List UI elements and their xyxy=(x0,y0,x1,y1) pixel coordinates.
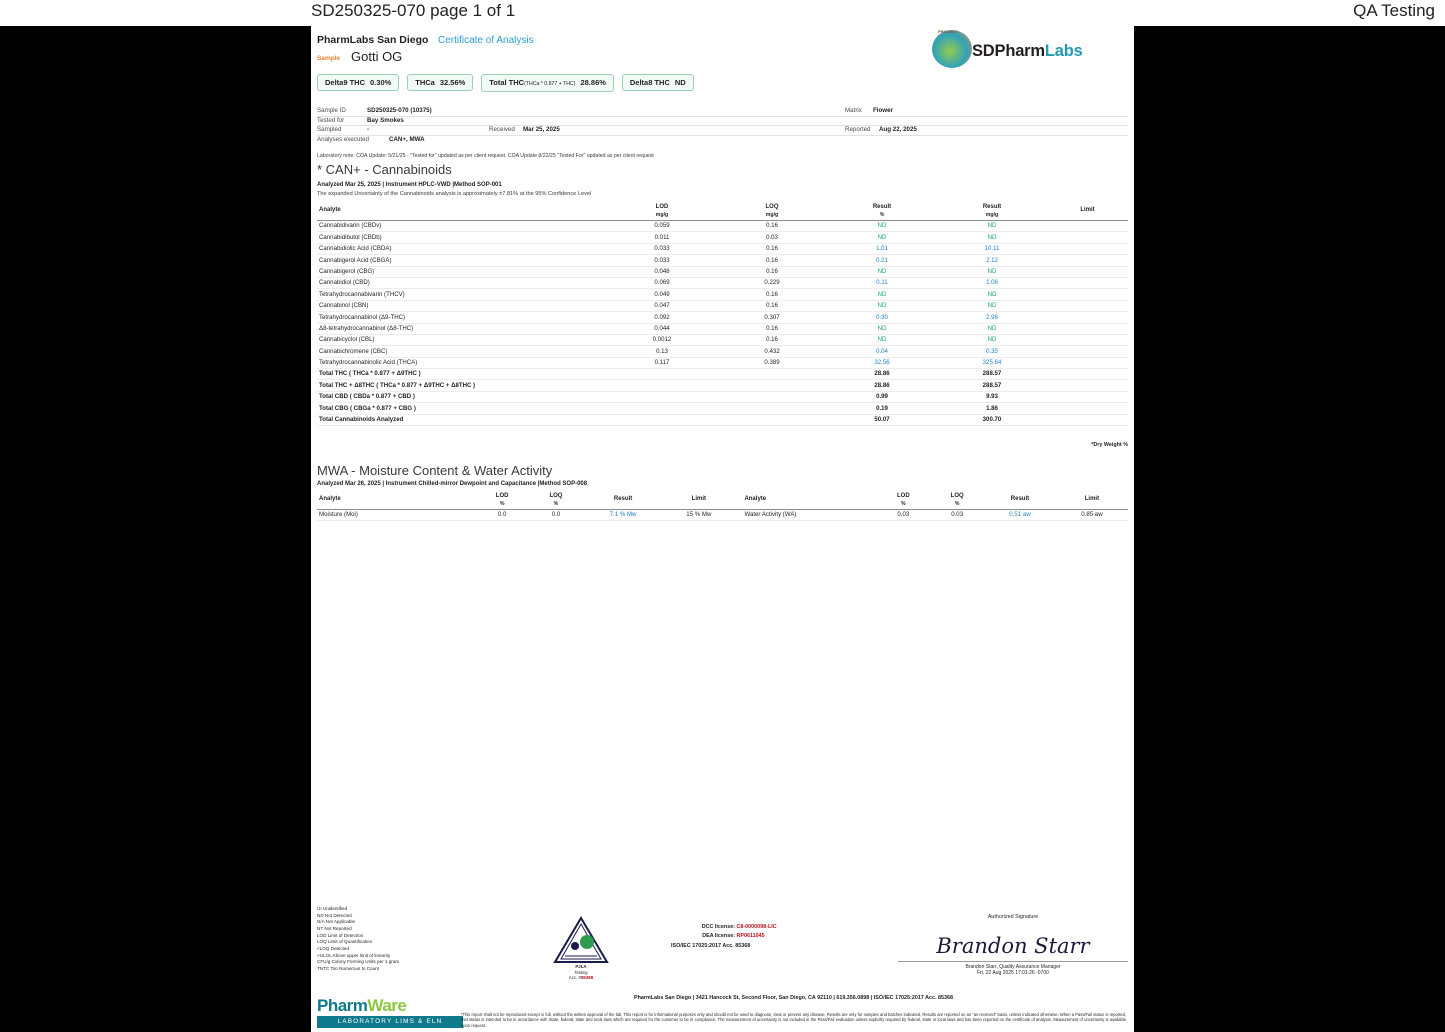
cell-result-mgg: ND xyxy=(937,232,1047,243)
col-title: Limit xyxy=(691,496,706,503)
cell-spacer xyxy=(717,414,827,425)
cannabinoids-table-body xyxy=(317,221,1128,426)
logo-text-primary: SDPharm xyxy=(972,42,1045,60)
table-row xyxy=(317,334,1128,345)
summary-chip-row xyxy=(317,74,700,90)
cell-result-pct: ND xyxy=(827,221,937,232)
col-limit-left xyxy=(663,492,734,510)
cell-analyte: Tetrahydrocannabivarin (THCV) xyxy=(317,289,607,300)
cell-loq: 0.307 xyxy=(717,312,827,323)
cell-spacer xyxy=(1047,380,1128,391)
meta-row xyxy=(317,117,1128,127)
license-block xyxy=(671,923,777,951)
window-context-label: QA Testing xyxy=(1353,1,1435,20)
cell-limit xyxy=(1047,277,1128,288)
cell-lod: 0.13 xyxy=(607,346,717,357)
cell-result-mgg: 0.35 xyxy=(937,346,1047,357)
cell-lod: 0.0 xyxy=(475,510,529,521)
signature-block xyxy=(898,914,1128,977)
cell-spacer xyxy=(607,369,717,380)
cell-lod: 0.033 xyxy=(607,243,717,254)
table-header-row xyxy=(317,492,1128,510)
chip-total-thc xyxy=(481,74,614,92)
cell-result-pct: ND xyxy=(827,232,937,243)
mwa-method-line: Analyzed Mar 26, 2025 | Instrument Chilled-mirror Dewpoint and Capacitance |Method SOP-008 xyxy=(317,481,588,487)
cell-result-mgg: 2.98 xyxy=(937,312,1047,323)
table-row xyxy=(317,266,1128,277)
cell-spacer xyxy=(717,380,827,391)
table-row xyxy=(317,346,1128,357)
cell-analyte: Cannabicyclol (CBL) xyxy=(317,334,607,345)
cell-spacer xyxy=(607,403,717,414)
mwa-table xyxy=(317,492,1128,521)
cell-limit xyxy=(1047,334,1128,345)
legend-item: UI Unidentified xyxy=(317,906,348,911)
cannabinoids-method-line: Analyzed Mar 25, 2025 | Instrument HPLC-VWD |Method SOP-001 xyxy=(317,182,502,188)
col-limit xyxy=(1047,203,1128,221)
cell-total-pct: 0.19 xyxy=(827,403,937,414)
cell-loq: 0.432 xyxy=(717,346,827,357)
cell-total-mgg: 300.70 xyxy=(937,414,1047,425)
seal-graphic-icon xyxy=(553,916,609,964)
col-analyte-left xyxy=(317,492,475,510)
iso-accreditation: ISO/IEC 17025:2017 Acc. 85368 xyxy=(671,942,751,949)
cell-result-pct: 0.11 xyxy=(827,277,937,288)
table-total-row xyxy=(317,391,1128,402)
cell-loq: 0.16 xyxy=(717,323,827,334)
cell-spacer xyxy=(717,403,827,414)
cell-lod: 0.049 xyxy=(607,289,717,300)
license-row xyxy=(671,923,777,932)
cell-loq: 0.16 xyxy=(717,221,827,232)
cell-analyte: Cannabinol (CBN) xyxy=(317,300,607,311)
cell-result-pct: 0.30 xyxy=(827,312,937,323)
abbreviation-legend xyxy=(317,906,399,973)
cell-loq: 0.16 xyxy=(717,255,827,266)
cell-analyte: Cannabidivarin (CBDv) xyxy=(317,221,607,232)
cell-result-pct: 0.04 xyxy=(827,346,937,357)
table-total-row xyxy=(317,380,1128,391)
cell-result-mgg: ND xyxy=(937,289,1047,300)
chip-label: Total THC xyxy=(489,78,525,87)
cell-lod: 0.047 xyxy=(607,300,717,311)
mwa-section-title: MWA - Moisture Content & Water Activity xyxy=(317,463,553,478)
cell-result-mgg: ND xyxy=(937,334,1047,345)
cell-limit xyxy=(1047,346,1128,357)
seal-name: PJLA xyxy=(575,964,587,969)
cell-lod: 0.033 xyxy=(607,255,717,266)
pharmware-tagline: LABORATORY LIMS & ELN xyxy=(317,1016,463,1028)
cell-total-label: Total THC ( THCa * 0.877 + Δ9THC ) xyxy=(317,369,607,380)
cell-result-mgg: 325.64 xyxy=(937,357,1047,368)
pjla-accreditation-seal xyxy=(549,916,613,988)
col-analyte-right xyxy=(734,492,876,510)
laboratory-note: Laboratory note: COA Update: 5/21/25 - "Tested for" updated as per client request. COA Update 8/22/25 "Tested For" updated as per client request xyxy=(317,153,654,159)
meta-key: Reported xyxy=(845,126,871,133)
cell-spacer xyxy=(1047,391,1128,402)
meta-value: CAN+, MWA xyxy=(389,135,425,143)
seal-svg-icon xyxy=(553,916,609,964)
table-header-row xyxy=(317,203,1128,221)
cell-analyte: Δ8-tetrahydrocannabinol (Δ8-THC) xyxy=(317,323,607,334)
col-title: LOQ xyxy=(549,493,563,499)
cell-result-pct: 0.21 xyxy=(827,255,937,266)
cell-limit: 15 % Mw xyxy=(663,510,734,521)
seal-acc-label: Acc. # xyxy=(568,974,581,980)
col-lod xyxy=(607,203,717,221)
cell-analyte: Moisture (Moi) xyxy=(317,510,475,521)
chip-thca xyxy=(407,74,473,91)
cell-limit xyxy=(1047,232,1128,243)
cell-spacer xyxy=(1047,369,1128,380)
col-loq-right xyxy=(930,492,984,510)
col-unit: % xyxy=(879,211,885,218)
sdpharmlabs-logo xyxy=(930,30,1130,70)
cell-spacer xyxy=(607,380,717,391)
cell-lod: 0.092 xyxy=(607,312,717,323)
cell-result-mgg: ND xyxy=(937,266,1047,277)
cell-limit xyxy=(1047,289,1128,300)
cell-limit xyxy=(1047,312,1128,323)
col-title: Analyte xyxy=(744,496,767,503)
meta-row xyxy=(317,136,1128,146)
license-row xyxy=(671,932,777,941)
signature-rule xyxy=(898,961,1128,962)
col-title: LOD xyxy=(495,493,509,499)
cell-loq: 0.0 xyxy=(529,510,583,521)
meta-key: Analyses executed xyxy=(317,135,369,143)
cell-analyte: Tetrahydrocannabinolic Acid (THCA) xyxy=(317,357,607,368)
table-row xyxy=(317,221,1128,232)
seal-accreditation xyxy=(549,975,613,981)
legend-item: CFU/g Colony Forming Units per 1 gram xyxy=(317,959,400,965)
cell-spacer xyxy=(607,414,717,425)
cell-result-mgg: ND xyxy=(937,221,1047,232)
cell-limit xyxy=(1047,357,1128,368)
cell-result-pct: 32.56 xyxy=(827,357,937,368)
cell-result-pct: ND xyxy=(827,266,937,277)
license-value: C8-0000098-LIC xyxy=(736,924,777,930)
chip-delta9-thc xyxy=(317,74,399,91)
logo-badge-text: PROUDLY xyxy=(938,29,958,34)
col-title: LOD xyxy=(896,493,910,499)
cell-lod: 0.03 xyxy=(876,510,930,521)
chip-value: 28.86% xyxy=(580,78,606,87)
col-title: Result xyxy=(613,496,633,503)
cannabinoids-table xyxy=(317,203,1128,426)
cell-analyte: Cannabidiol (CBD) xyxy=(317,277,607,288)
col-title: LOQ xyxy=(950,493,964,499)
viewer-topbar xyxy=(0,0,1445,26)
col-lod-right xyxy=(876,492,930,510)
table-row xyxy=(317,510,1128,521)
logo-wordmark xyxy=(972,41,1083,62)
chip-value: ND xyxy=(674,78,686,87)
legend-item: <LOQ Detected xyxy=(317,945,350,951)
mwa-table-body xyxy=(317,510,1128,521)
col-unit: mg/g xyxy=(655,211,669,218)
cell-loq: 0.16 xyxy=(717,266,827,277)
seal-acc-number: 85368 xyxy=(580,974,594,980)
cell-limit xyxy=(1047,266,1128,277)
cell-result-mgg: ND xyxy=(937,323,1047,334)
cell-total-mgg: 1.86 xyxy=(937,403,1047,414)
cell-result-pct: ND xyxy=(827,334,937,345)
license-key: DCC license: xyxy=(701,924,735,930)
meta-value: Aug 22, 2025 xyxy=(879,126,917,133)
cell-lod: 0.117 xyxy=(607,357,717,368)
cell-result-mgg: 2.12 xyxy=(937,255,1047,266)
table-row xyxy=(317,312,1128,323)
sample-name: Gotti OG xyxy=(351,49,403,64)
cell-spacer xyxy=(607,391,717,402)
table-row xyxy=(317,243,1128,254)
col-title: LOD xyxy=(655,204,669,210)
cell-spacer xyxy=(1047,403,1128,414)
document-title: SD250325-070 page 1 of 1 xyxy=(311,1,516,20)
col-unit: % xyxy=(499,500,505,507)
footer-disclaimer: *This report shall not be reproduced except in full, without the written approval of the lab. This report is for informational purposes only and should not be used to diagnose, treat or prevent any disease. Results are only for samples and batches indicated. Results are reported on an "as received" basis, unless indicated otherwise. When a Pass/Fail status is reported, that status is intended to be in accordance with State, federal, state and local laws which are required for the customer to be in compliance. The measurement of uncertainty is not included in the Pass/Fail evaluation unless explicitly required by federal, state or local laws and has been reported on the certificate of analysis. Measurement of uncertainty is available upon request. xyxy=(461,1012,1126,1028)
cell-spacer xyxy=(717,391,827,402)
chip-label: Delta9 THC xyxy=(325,78,366,87)
meta-value: - xyxy=(367,126,370,133)
table-row xyxy=(317,255,1128,266)
coa-document xyxy=(311,26,1134,1032)
legend-item: N/A Not Applicable xyxy=(317,919,356,925)
cell-limit xyxy=(1047,300,1128,311)
chip-formula: (THCa * 0.877 + THC) xyxy=(524,81,576,87)
license-value: RP0611045 xyxy=(736,933,765,940)
cell-total-mgg: 288.57 xyxy=(937,369,1047,380)
cell-total-label: Total CBG ( CBGa * 0.877 + CBG ) xyxy=(317,403,607,414)
cell-loq: 0.16 xyxy=(717,334,827,345)
sample-metadata xyxy=(317,107,1128,145)
cell-analyte: Cannabigerol Acid (CBGA) xyxy=(317,255,607,266)
logo-text-secondary: Labs xyxy=(1044,42,1083,60)
col-title: LOQ xyxy=(765,204,779,210)
legend-item: >ULOL Above upper limit of linearity xyxy=(317,952,391,958)
meta-key: Tested for xyxy=(317,116,345,124)
col-result-mgg xyxy=(937,203,1047,221)
legend-item: ND Not Detected xyxy=(317,912,352,918)
cell-limit xyxy=(1047,255,1128,266)
chip-label: Delta8 THC xyxy=(629,78,670,87)
col-title: Limit xyxy=(1080,207,1095,214)
col-unit: % xyxy=(553,500,559,507)
col-unit: % xyxy=(901,500,906,507)
chip-value: 32.56% xyxy=(439,78,466,87)
cell-loq: 0.16 xyxy=(717,243,827,254)
cell-result-mgg: ND xyxy=(937,300,1047,311)
footer-address: PharmLabs San Diego | 3421 Hancock St, Second Floor, San Diego, CA 92110 | 619.356.0898 | ISO/IEC 17025:2017 Acc. 85368 xyxy=(633,995,954,1002)
pharmware-wordmark xyxy=(317,995,467,1016)
cell-total-mgg: 288.57 xyxy=(937,380,1047,391)
cell-total-label: Total CBD ( CBDa * 0.877 + CBD ) xyxy=(317,391,607,402)
meta-key: Received xyxy=(489,126,515,133)
meta-row xyxy=(317,126,1128,136)
table-row xyxy=(317,357,1128,368)
cell-spacer xyxy=(717,369,827,380)
signature-image: Brandon Starr xyxy=(936,933,1090,958)
cell-analyte: Tetrahydrocannabinol (Δ9-THC) xyxy=(317,312,607,323)
cell-limit: 0.85 aw xyxy=(1056,510,1128,521)
col-title: Result xyxy=(872,204,892,210)
col-title: Analyte xyxy=(319,207,341,214)
cell-lod: 0.044 xyxy=(607,323,717,334)
cell-lod: 0.048 xyxy=(607,266,717,277)
legend-item: NT Not Reported xyxy=(317,925,352,931)
cell-lod: 0.011 xyxy=(607,232,717,243)
col-result-left xyxy=(583,492,663,510)
col-lod-left xyxy=(475,492,529,510)
logo-seal-icon xyxy=(932,30,972,68)
cell-analyte: Cannabigerol (CBG) xyxy=(317,266,607,277)
chip-delta8-thc xyxy=(622,74,694,91)
chip-label: THCa xyxy=(415,78,435,87)
meta-key: Sampled xyxy=(317,126,342,133)
sample-label: Sample xyxy=(317,55,341,62)
pharmware-text-2: Ware xyxy=(367,995,407,1015)
chip-value: 0.30% xyxy=(370,78,392,87)
meta-value: Flower xyxy=(873,107,893,114)
meta-key: Matrix xyxy=(845,107,862,114)
dry-weight-note: *Dry Weight % xyxy=(1091,442,1128,448)
legend-item: LOD Limit of Detection xyxy=(317,932,364,938)
legend-item: TNTC Too Numerous to Count xyxy=(317,965,379,971)
cell-total-label: Total Cannabinoids Analyzed xyxy=(317,414,607,425)
cell-total-mgg: 9.93 xyxy=(937,391,1047,402)
cell-analyte: Cannabidibutol (CBDb) xyxy=(317,232,607,243)
cell-result-pct: 1.01 xyxy=(827,243,937,254)
signature-date: Fri, 22 Aug 2025 17:01:26 -0700 xyxy=(977,970,1049,977)
col-title: Limit xyxy=(1084,496,1100,503)
cell-analyte: Water Activity (WA) xyxy=(734,510,876,521)
cell-limit xyxy=(1047,243,1128,254)
table-total-row xyxy=(317,369,1128,380)
meta-key: Sample ID xyxy=(317,107,346,114)
col-analyte xyxy=(317,203,607,221)
table-total-row xyxy=(317,403,1128,414)
document-type-label: Certificate of Analysis xyxy=(438,35,534,46)
cell-loq: 0.16 xyxy=(717,289,827,300)
seal-sub: Testing xyxy=(574,969,588,975)
col-result-right xyxy=(984,492,1056,510)
col-title: Result xyxy=(1010,496,1030,503)
col-unit: mg/g xyxy=(985,211,999,218)
cell-result: 0.51 aw xyxy=(984,510,1056,521)
col-loq-left xyxy=(529,492,583,510)
col-title: Result xyxy=(982,204,1002,210)
cannabinoids-uncertainty: The expanded Uncertainty of the Cannabinoids analysis is approximately ±7.81% at the 95% Confidence Level xyxy=(317,191,592,197)
lab-name: PharmLabs San Diego xyxy=(317,34,429,46)
legend-item: LOQ Limit of Quantification xyxy=(317,939,373,945)
col-result-pct xyxy=(827,203,937,221)
license-row xyxy=(671,942,777,951)
license-key: DEA license: xyxy=(702,933,735,940)
cell-loq: 0.229 xyxy=(717,277,827,288)
cell-result-pct: ND xyxy=(827,323,937,334)
cell-lod: 0.0012 xyxy=(607,334,717,345)
col-title: Analyte xyxy=(319,496,341,503)
cell-limit xyxy=(1047,221,1128,232)
cell-total-pct: 28.86 xyxy=(827,380,937,391)
meta-row xyxy=(317,107,1128,117)
cell-result-pct: ND xyxy=(827,289,937,300)
col-unit: mg/g xyxy=(765,211,779,218)
meta-value: Bay Smokes xyxy=(367,116,404,124)
col-loq xyxy=(717,203,827,221)
cell-total-pct: 50.07 xyxy=(827,414,937,425)
cell-lod: 0.059 xyxy=(607,221,717,232)
table-row xyxy=(317,300,1128,311)
meta-value: SD250325-070 (10375) xyxy=(367,107,432,114)
cell-spacer xyxy=(1047,414,1128,425)
cell-loq: 0.389 xyxy=(717,357,827,368)
cell-total-pct: 28.86 xyxy=(827,369,937,380)
table-row xyxy=(317,289,1128,300)
cell-total-label: Total THC + Δ8THC ( THCa * 0.877 + Δ9THC + Δ8THC ) xyxy=(317,380,607,391)
col-limit-right xyxy=(1056,492,1128,510)
signatory-title: Brandon Starr, Quality Assurance Manager xyxy=(965,964,1061,970)
table-row xyxy=(317,232,1128,243)
pharmware-text-1: Pharm xyxy=(317,995,368,1015)
cell-result-mgg: 10.11 xyxy=(937,243,1047,254)
meta-value: Mar 25, 2025 xyxy=(523,126,560,133)
cell-loq: 0.03 xyxy=(717,232,827,243)
cell-total-pct: 0.99 xyxy=(827,391,937,402)
cell-lod: 0.069 xyxy=(607,277,717,288)
cell-result: 7.1 % Mw xyxy=(583,510,663,521)
table-row xyxy=(317,323,1128,334)
table-total-row xyxy=(317,414,1128,425)
col-unit: % xyxy=(954,500,960,507)
cell-loq: 0.03 xyxy=(930,510,984,521)
cell-loq: 0.16 xyxy=(717,300,827,311)
cell-result-mgg: 1.06 xyxy=(937,277,1047,288)
cell-analyte: Cannabidiolic Acid (CBDA) xyxy=(317,243,607,254)
cell-analyte: Cannabichromene (CBC) xyxy=(317,346,607,357)
cannabinoids-section-title: * CAN+ - Cannabinoids xyxy=(317,162,452,177)
cell-result-pct: ND xyxy=(827,300,937,311)
table-row xyxy=(317,277,1128,288)
pharmware-logo xyxy=(317,995,467,1028)
signature-label: Authorized Signature xyxy=(987,914,1039,920)
cell-limit xyxy=(1047,323,1128,334)
